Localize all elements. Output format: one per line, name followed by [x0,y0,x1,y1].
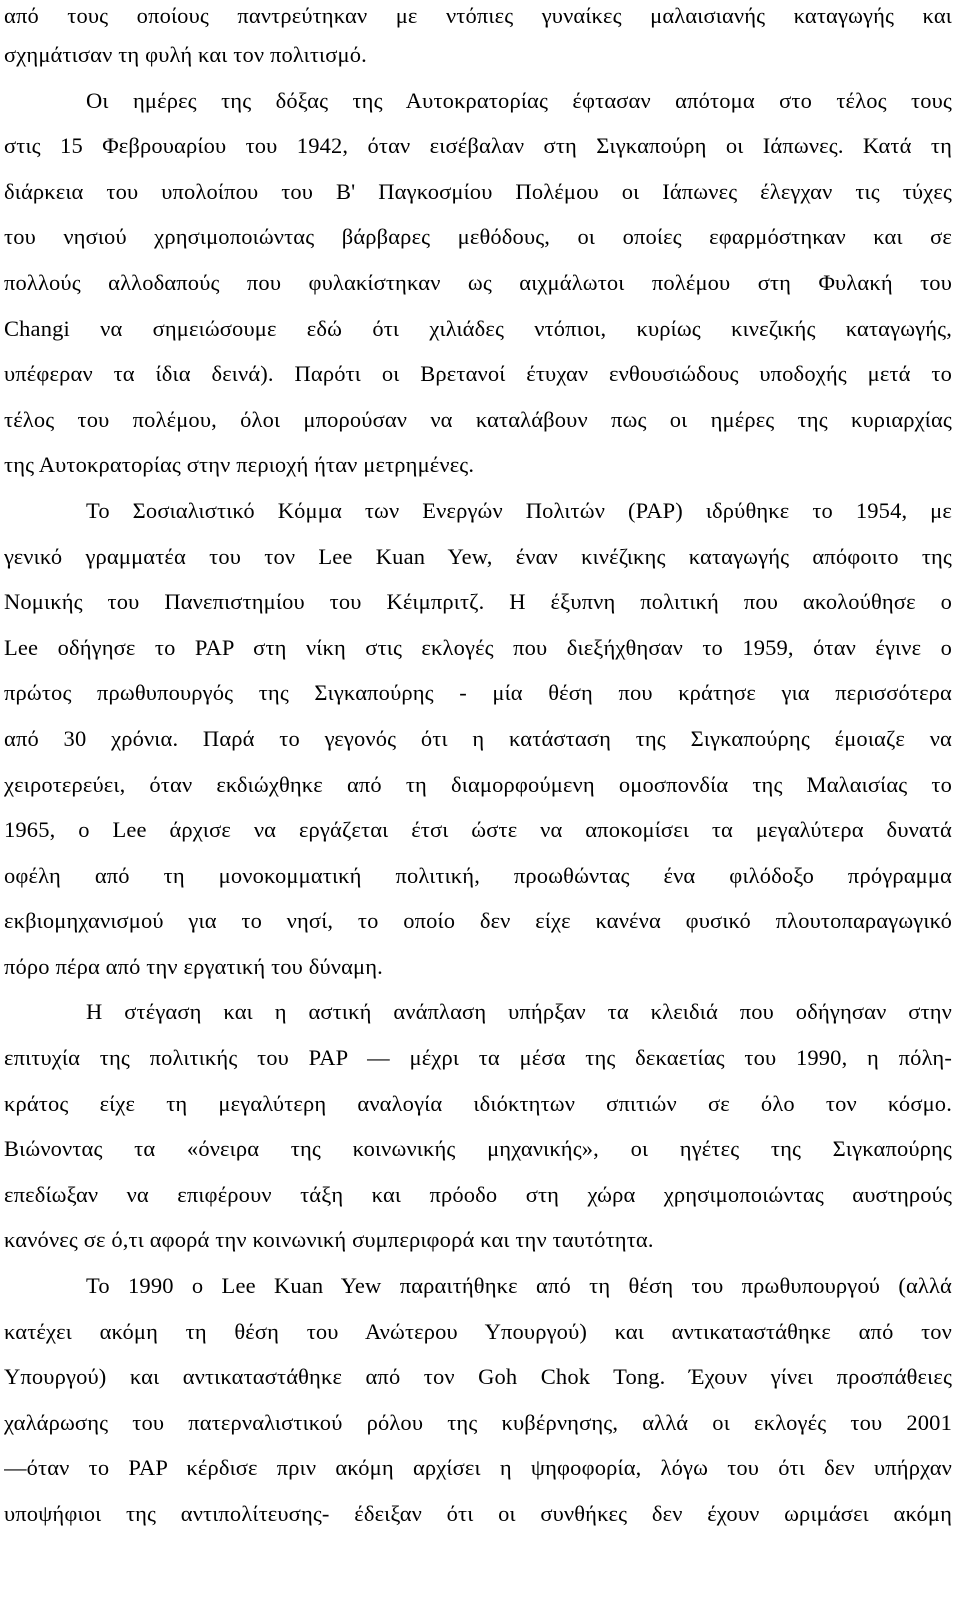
text-line: Η στέγαση και η αστική ανάπλαση υπήρξαν τα κλειδιά που οδήγησαν στην [86,999,952,1025]
text-line: επιτυχία της πολιτικής του PAP — μέχρι τα μέσα της δεκαετίας του 1990, η πόλη- [4,1045,952,1071]
text-line: του νησιού χρησιμοποιώντας βάρβαρες μεθόδους, οι οποίες εφαρμόστηκαν και σε [4,224,952,250]
text-line: διάρκεια του υπολοίπου του Β' Παγκοσμίου Πολέμου οι Ιάπωνες έλεγχαν τις τύχες [4,178,952,204]
text-line: τέλος του πολέμου, όλοι μπορούσαν να καταλάβουν πως οι ημέρες της κυριαρχίας [4,406,952,432]
text-line: Υπουργού) και αντικαταστάθηκε από τον Goh Chok Tong. Έχουν γίνει προσπάθειες [4,1364,952,1390]
text-line: Νομικής του Πανεπιστημίου του Κέιμπριτζ. Η έξυπνη πολιτική που ακολούθησε ο [4,589,952,615]
text-line: χαλάρωσης του πατερναλιστικού ρόλου της κυβέρνησης, αλλά οι εκλογές του 2001 [4,1409,952,1435]
text-line: Lee οδήγησε το PAP στη νίκη στις εκλογές που διεξήχθησαν το 1959, όταν έγινε ο [4,634,952,660]
text-line: οφέλη από τη μονοκομματική πολιτική, προωθώντας ένα φιλόδοξο πρόγραμμα [4,862,952,888]
text-line: υπέφεραν τα ίδια δεινά). Παρότι οι Βρετανοί έτυχαν ενθουσιώδους υποδοχής μετά το [4,361,952,387]
text-line: πρώτος πρωθυπουργός της Σιγκαπούρης - μία θέση που κράτησε για περισσότερα [4,680,952,706]
text-line: από τους οποίους παντρεύτηκαν με ντόπιες γυναίκες μαλαισιανής καταγωγής και [4,3,952,28]
text-line: εκβιομηχανισμού για το νησί, το οποίο δεν είχε κανένα φυσικό πλουτοπαραγωγικό [4,908,952,934]
text-line: γενικό γραμματέα του τον Lee Kuan Yew, έναν κινέζικης καταγωγής απόφοιτο της [4,543,952,569]
text-line: Το Σοσιαλιστικό Κόμμα των Ενεργών Πολιτών (PAP) ιδρύθηκε το 1954, με [86,497,952,523]
text-line: κατέχει ακόμη τη θέση του Ανώτερου Υπουργού) και αντικαταστάθηκε από τον [4,1318,952,1344]
text-line: στις 15 Φεβρουαρίου του 1942, όταν εισέβαλαν στη Σιγκαπούρη οι Ιάπωνες. Κατά τη [4,133,952,159]
text-line: υποψήφιοι της αντιπολίτευσης- έδειξαν ότι οι συνθήκες δεν έχουν ωριμάσει ακόμη [4,1501,952,1526]
text-line: σχημάτισαν τη φυλή και τον πολιτισμό. [4,42,367,67]
text-line: χειροτερεύει, όταν εκδιώχθηκε από τη διαμορφούμενη ομοσπονδία της Μαλαισίας το [4,771,952,797]
text-line: Το 1990 ο Lee Kuan Yew παραιτήθηκε από τη θέση του πρωθυπουργού (αλλά [86,1273,952,1299]
text-line: Οι ημέρες της δόξας της Αυτοκρατορίας έφτασαν απότομα στο τέλος τους [86,87,952,113]
text-line: —όταν το PAP κέρδισε πριν ακόμη αρχίσει η ψηφοφορία, λόγω του ότι δεν υπήρχαν [4,1455,952,1481]
text-line: κανόνες σε ό,τι αφορά την κοινωνική συμπεριφορά και την ταυτότητα. [4,1227,654,1253]
text-line: πόρο πέρα από την εργατική του δύναμη. [4,953,383,979]
text-line: της Αυτοκρατορίας στην περιοχή ήταν μετρημένες. [4,452,475,478]
text-line: Βιώνοντας τα «όνειρα της κοινωνικής μηχανικής», οι ηγέτες της Σιγκαπούρης [4,1136,952,1162]
text-line: από 30 χρόνια. Παρά το γεγονός ότι η κατάσταση της Σιγκαπούρης έμοιαζε να [4,725,952,751]
text-line: 1965, ο Lee άρχισε να εργάζεται έτσι ώστε να αποκομίσει τα μεγαλύτερα δυνατά [4,817,952,843]
text-line: πολλούς αλλοδαπούς που φυλακίστηκαν ως αιχμάλωτοι πολέμου στη Φυλακή του [4,269,952,295]
text-line: επεδίωξαν να επιφέρουν τάξη και πρόοδο στη χώρα χρησιμοποιώντας αυστηρούς [4,1181,952,1207]
text-line: Changi να σημειώσουμε εδώ ότι χιλιάδες ντόπιοι, κυρίως κινεζικής καταγωγής, [4,315,952,341]
text-line: κράτος είχε τη μεγαλύτερη αναλογία ιδιόκτητων σπιτιών σε όλο τον κόσμο. [4,1090,952,1116]
